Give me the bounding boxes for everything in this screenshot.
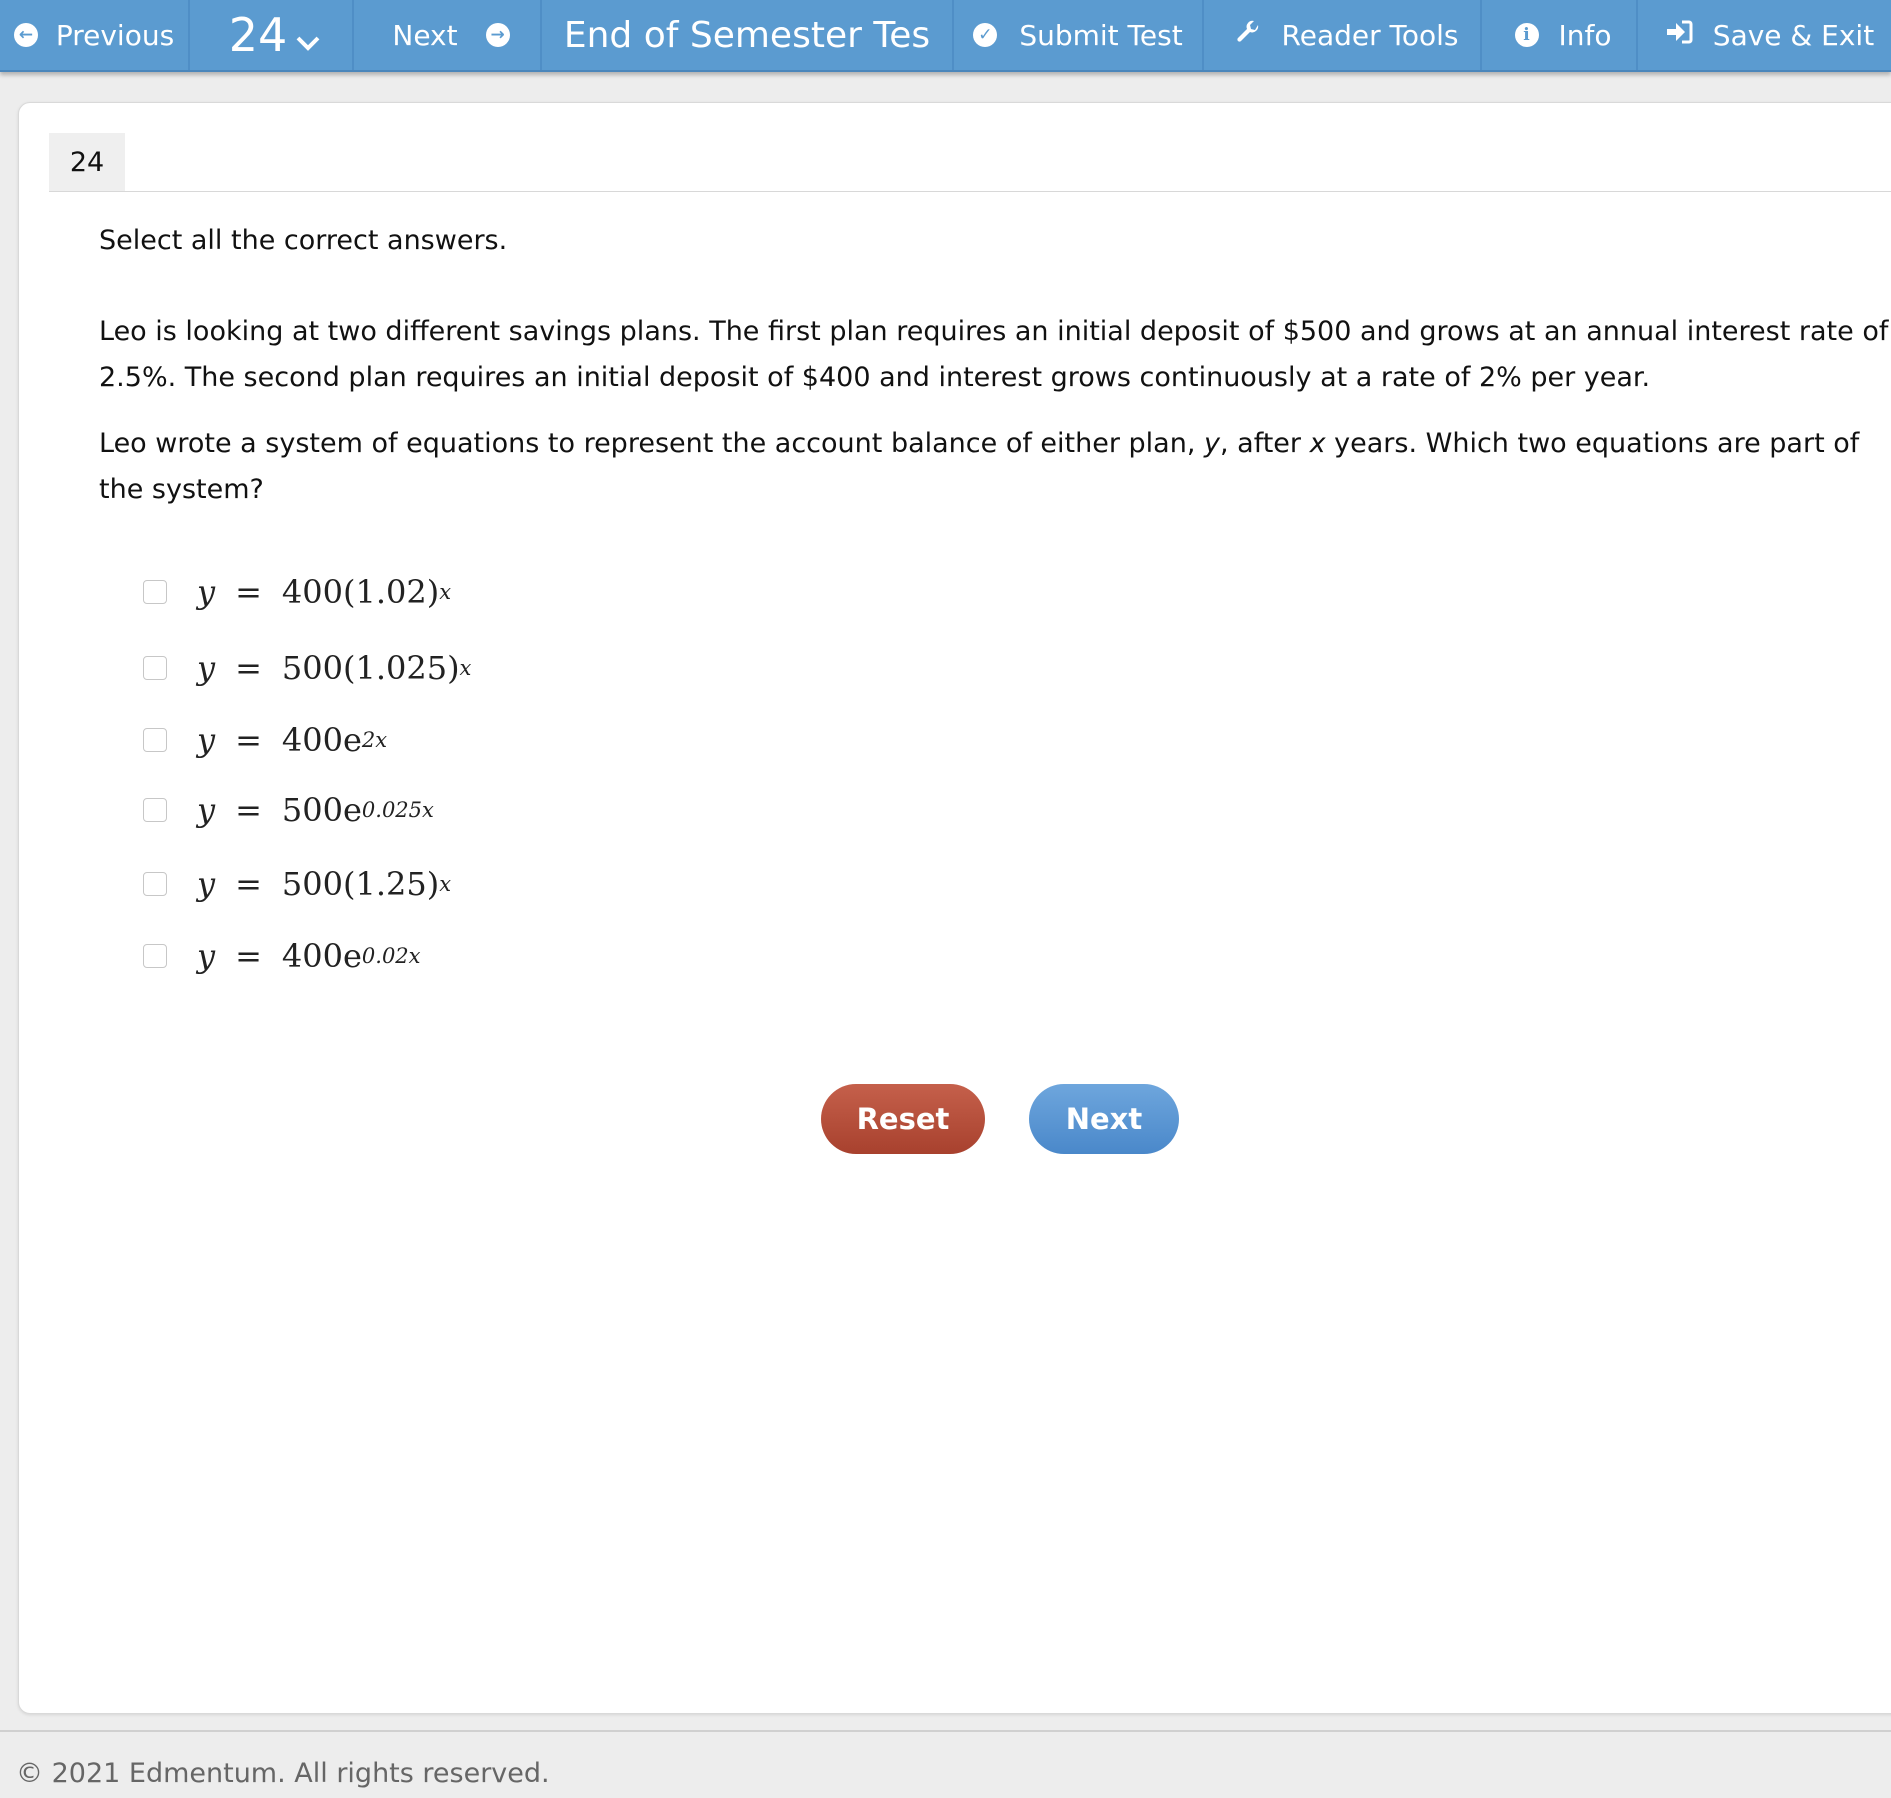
previous-button[interactable] <box>0 0 190 70</box>
info-label: Info <box>1558 18 1612 52</box>
equation-lhs: y <box>197 649 216 687</box>
paragraph-2-text-b: , after <box>1219 428 1310 459</box>
sign-out-icon <box>1665 19 1693 52</box>
question-card <box>18 102 1891 1714</box>
equation-equals: = <box>235 649 262 687</box>
check-circle-icon: ✓ <box>973 23 997 47</box>
footer-copyright: © 2021 Edmentum. All rights reserved. <box>16 1758 550 1789</box>
answer-choice-3[interactable] <box>143 715 387 765</box>
choice-equation <box>197 791 434 829</box>
choice-equation <box>197 865 451 903</box>
choice-equation <box>197 649 471 687</box>
equation-base: 400e <box>281 721 362 759</box>
choice-checkbox[interactable] <box>143 798 167 822</box>
equation-lhs: y <box>197 721 216 759</box>
paragraph-2-text-c: years. Which two equations are part of the system? <box>99 428 1860 505</box>
chevron-down-icon <box>295 26 321 59</box>
choice-equation <box>197 573 451 611</box>
answer-choice-4[interactable] <box>143 785 434 835</box>
equation-lhs: y <box>197 865 216 903</box>
equation-base: 500e <box>281 791 362 829</box>
equation-lhs: y <box>197 573 216 611</box>
question-paragraph-2 <box>99 421 1891 513</box>
reader-tools-button[interactable] <box>1214 0 1482 70</box>
question-number: 24 <box>228 8 288 62</box>
info-button[interactable] <box>1490 0 1638 70</box>
reader-tools-label: Reader Tools <box>1281 18 1459 52</box>
next-label: Next <box>392 18 458 52</box>
equation-exponent: x <box>459 656 472 680</box>
question-number-dropdown[interactable] <box>198 0 354 70</box>
equation-equals: = <box>235 865 262 903</box>
equation-exponent: 0.02x <box>361 944 421 968</box>
previous-label: Previous <box>55 18 175 52</box>
equation-base: 400e <box>281 937 362 975</box>
submit-test-button[interactable] <box>954 0 1204 70</box>
paragraph-2-text-a: Leo wrote a system of equations to represent the account balance of either plan, <box>99 428 1204 459</box>
equation-base: 400(1.02) <box>281 573 440 611</box>
equation-equals: = <box>235 721 262 759</box>
submit-test-label: Submit Test <box>1019 18 1183 52</box>
info-circle-icon: i <box>1515 23 1539 47</box>
variable-x: x <box>1309 428 1326 459</box>
next-button[interactable]: Next <box>1029 1084 1179 1154</box>
answer-choice-6[interactable] <box>143 931 421 981</box>
choice-equation <box>197 937 421 975</box>
equation-lhs: y <box>197 791 216 829</box>
answer-choice-5[interactable] <box>143 859 451 909</box>
wrench-icon <box>1236 19 1262 52</box>
equation-base: 500(1.25) <box>281 865 440 903</box>
equation-equals: = <box>235 937 262 975</box>
choice-checkbox[interactable] <box>143 872 167 896</box>
question-tab: 24 <box>49 133 125 191</box>
arrow-left-circle-icon: ← <box>14 23 38 47</box>
choice-checkbox[interactable] <box>143 944 167 968</box>
equation-equals: = <box>235 573 262 611</box>
reset-button[interactable]: Reset <box>821 1084 985 1154</box>
equation-equals: = <box>235 791 262 829</box>
arrow-right-circle-icon: → <box>486 23 510 47</box>
variable-y: y <box>1204 428 1220 459</box>
equation-base: 500(1.025) <box>281 649 460 687</box>
next-toolbar-button[interactable] <box>362 0 542 70</box>
test-title <box>542 0 954 70</box>
answer-choice-1[interactable] <box>143 567 451 617</box>
save-exit-button[interactable] <box>1648 0 1891 70</box>
test-title-text: End of Semester Tes <box>563 14 931 56</box>
equation-lhs: y <box>197 937 216 975</box>
question-paragraph-1: Leo is looking at two different savings plans. The first plan requires an initial deposit of $500 and grows at an annual interest rate of 2.5%. The second plan requires an initial deposit of $400 and interest grows continuously at a rate of 2% per year. <box>99 316 1889 393</box>
choice-checkbox[interactable] <box>143 580 167 604</box>
equation-exponent: 2x <box>361 728 388 752</box>
footer-divider <box>0 1730 1891 1732</box>
save-exit-label: Save & Exit <box>1712 18 1875 52</box>
answer-choice-2[interactable] <box>143 643 471 693</box>
choice-checkbox[interactable] <box>143 656 167 680</box>
divider <box>49 191 1891 192</box>
instruction-text: Select all the correct answers. <box>99 225 508 256</box>
equation-exponent: 0.025x <box>361 798 434 822</box>
equation-exponent: x <box>439 872 452 896</box>
choice-equation <box>197 721 387 759</box>
equation-exponent: x <box>439 580 452 604</box>
top-toolbar <box>0 0 1891 72</box>
choice-checkbox[interactable] <box>143 728 167 752</box>
